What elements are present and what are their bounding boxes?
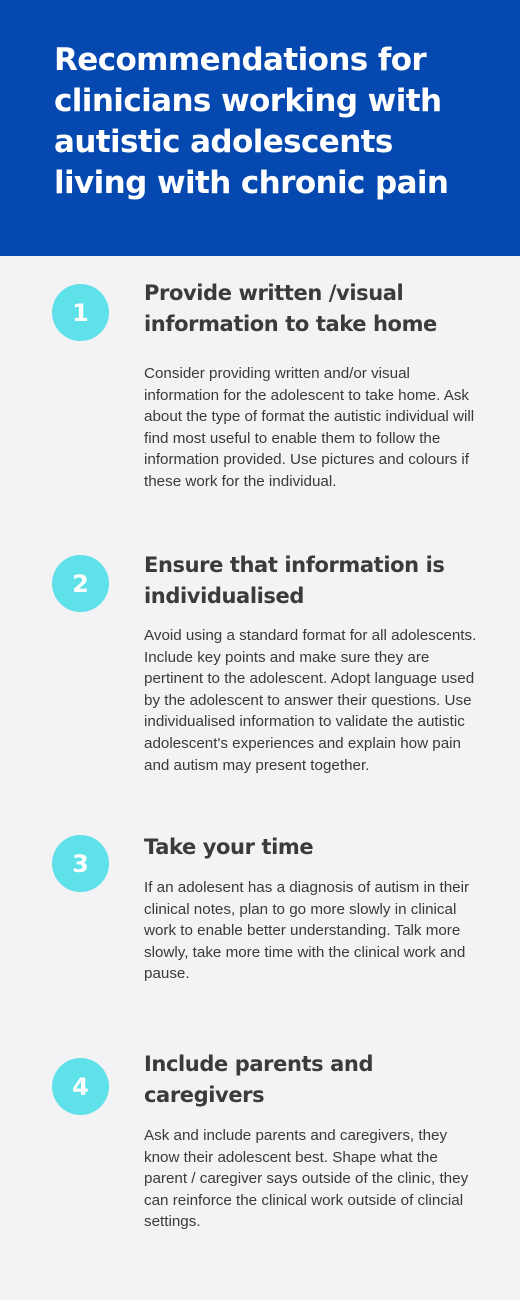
recommendation-heading: Provide written /visual information to take home [144, 281, 437, 336]
recommendation-body: Ask and include parents and caregivers, they know their adolescent best. Shape what the parent / caregiver says outside of the clinic, they can reinforce the clinical work outside of clincial settings. [144, 1127, 469, 1231]
recommendation-heading: Take your time [144, 835, 314, 859]
number-badge-2: 2 [52, 555, 109, 612]
recommendation-heading: Include parents and caregivers [144, 1052, 374, 1107]
number-badge-4: 4 [52, 1058, 109, 1115]
recommendation-body: If an adolesent has a diagnosis of autism in their clinical notes, plan to go more slowly in clinical work to enable better understanding. Talk more slowly, take more time with the clinical work and pause. [144, 879, 470, 983]
recommendation-body: Consider providing written and/or visual information for the adolescent to take home. Ask about the type of format the autistic individual will find most useful to enable them to follow the information provided. Use pictures and colours if these work for the individual. [144, 365, 475, 490]
header-banner [0, 0, 520, 256]
number-badge-1: 1 [52, 284, 109, 341]
page-title: Recommendations for clinicians working with autistic adolescents living with chronic pain [54, 42, 449, 201]
recommendation-body: Avoid using a standard format for all adolescents. Include key points and make sure they are pertinent to the adolescent. Adopt language used by the adolescent to answer their questions. Use individualised information to validate the autistic adolescent's experiences and explain how pain and autism may present together. [144, 627, 477, 774]
recommendation-heading: Ensure that information is individualised [144, 553, 445, 608]
number-badge-3: 3 [52, 835, 109, 892]
